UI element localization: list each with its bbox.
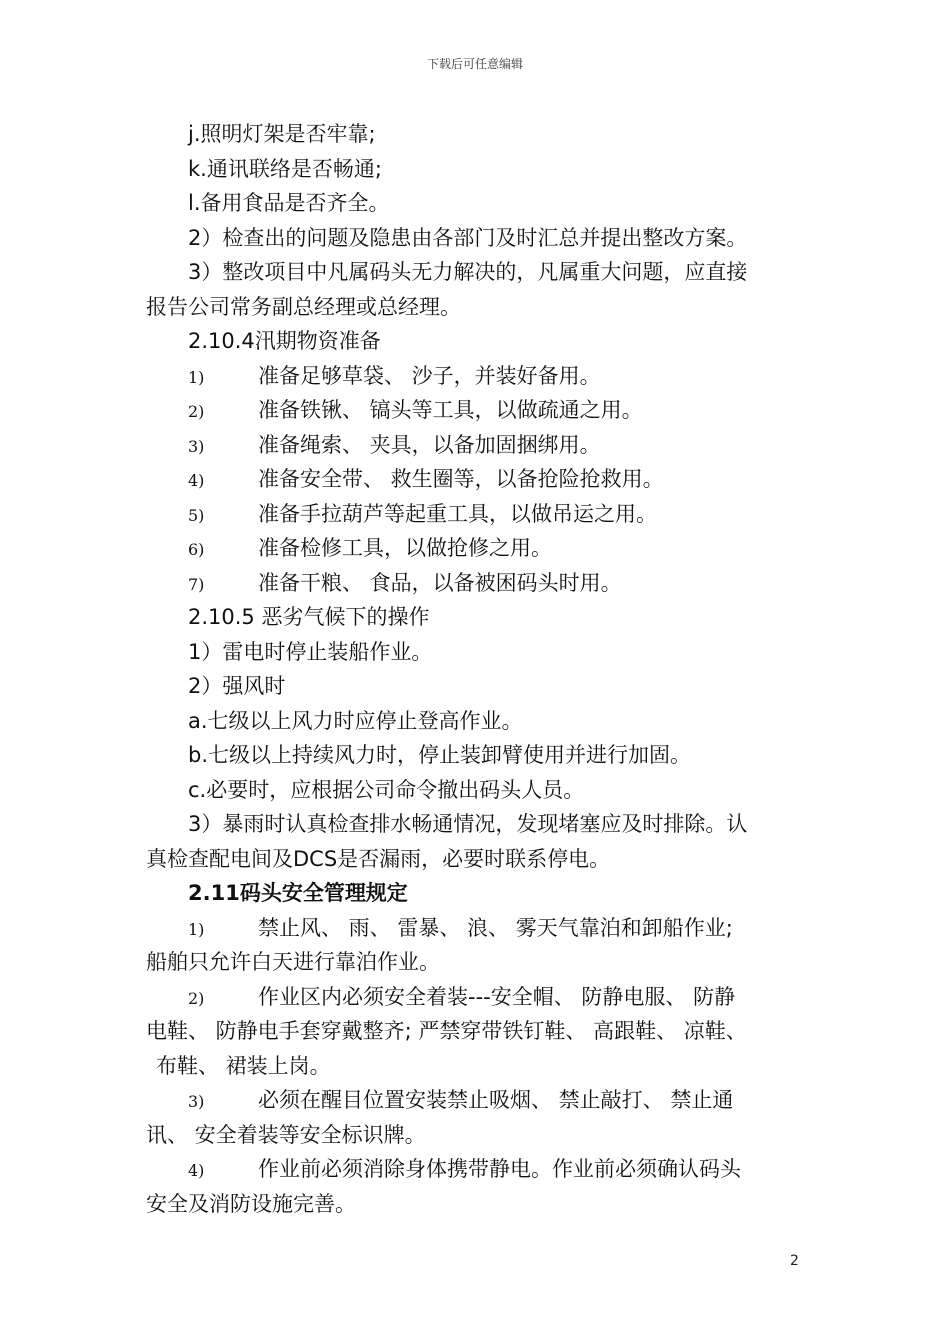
- list-number: 3): [188, 1092, 205, 1111]
- list-item-text: 准备干粮、 食品，以备被困码头时用。: [258, 570, 622, 595]
- list-item: [146, 428, 826, 463]
- paragraph-line: 3）暴雨时认真检查排水畅通情况，发现堵塞应及时排除。认: [188, 812, 748, 836]
- list-item: [146, 497, 826, 532]
- list-item: [146, 393, 826, 428]
- paragraph-line: j.照明灯架是否牢靠;: [188, 122, 376, 146]
- paragraph-line: 船舶只允许白天进行靠泊作业。: [146, 950, 440, 974]
- list-item-text: 准备检修工具，以做抢修之用。: [258, 536, 552, 560]
- paragraph-line: l.备用食品是否齐全。: [188, 191, 390, 215]
- list-item-text: 作业前必须消除身体携带静电。作业前必须确认码头: [258, 1157, 741, 1181]
- paragraph-line: c.必要时，应根据公司命令撤出码头人员。: [188, 777, 585, 802]
- paragraph-line: 真检查配电间及DCS是否漏雨，必要时联系停电。: [146, 846, 611, 871]
- list-item-text: 准备安全带、 救生圈等，以备抢险抢救用。: [258, 467, 664, 491]
- list-number: 4): [188, 471, 205, 490]
- list-number: 3): [188, 436, 205, 456]
- list-number: 2): [188, 988, 205, 1008]
- page-number: 2: [790, 1253, 799, 1269]
- paragraph-line: 2）强风时: [188, 674, 286, 698]
- document-body: [146, 117, 826, 1221]
- paragraph-line: 报告公司常务副总经理或总经理。: [146, 294, 461, 319]
- list-item-text: 准备手拉葫芦等起重工具，以做吊运之用。: [258, 501, 657, 526]
- page-header: 下载后可任意编辑: [426, 57, 523, 71]
- paragraph-line: a.七级以上风力时应停止登高作业。: [188, 708, 523, 733]
- paragraph-line: 讯、 安全着装等安全标识牌。: [146, 1122, 426, 1147]
- paragraph-line: 布鞋、 裙装上岗。: [156, 1053, 331, 1078]
- paragraph-line: b.七级以上持续风力时，停止装卸臂使用并进行加固。: [188, 743, 692, 767]
- list-item-text: 准备绳索、 夹具，以备加固捆绑用。: [258, 432, 601, 457]
- list-number: 6): [188, 540, 205, 559]
- list-number: 4): [188, 1161, 205, 1180]
- list-item: [146, 359, 826, 394]
- list-item-text: 准备铁锹、 镐头等工具，以做疏通之用。: [258, 398, 643, 422]
- section-heading: 2.11码头安全管理规定: [188, 881, 408, 905]
- list-item: [146, 566, 826, 601]
- list-item-text: 禁止风、 雨、 雷暴、 浪、 雾天气靠泊和卸船作业;: [258, 915, 733, 940]
- paragraph-line: 2）检查出的问题及隐患由各部门及时汇总并提出整改方案。: [188, 225, 748, 250]
- list-number: 2): [188, 402, 205, 421]
- paragraph-line: 电鞋、 防静电手套穿戴整齐; 严禁穿带铁钉鞋、 高跟鞋、 凉鞋、: [146, 1019, 747, 1043]
- paragraph-line: k.通讯联络是否畅通;: [188, 156, 382, 181]
- list-number: 7): [188, 574, 205, 594]
- paragraph-line: 安全及消防设施完善。: [146, 1191, 356, 1216]
- list-number: 1): [188, 367, 205, 387]
- section-heading: 2.10.5 恶劣气候下的操作: [188, 605, 430, 629]
- list-item-text: 必须在醒目位置安装禁止吸烟、 禁止敲打、 禁止通: [258, 1088, 734, 1112]
- list-number: 5): [188, 505, 205, 525]
- list-number: 1): [188, 919, 205, 939]
- list-item: [146, 1083, 826, 1118]
- list-item: [146, 531, 826, 566]
- list-item-text: 准备足够草袋、 沙子，并装好备用。: [258, 363, 601, 388]
- list-item: [146, 462, 826, 497]
- section-heading: 2.10.4汛期物资准备: [188, 329, 381, 353]
- list-item: [146, 980, 826, 1015]
- list-item: [146, 911, 826, 946]
- paragraph-line: 1）雷电时停止装船作业。: [188, 639, 433, 664]
- list-item-text: 作业区内必须安全着装---安全帽、 防静电服、 防静: [258, 984, 736, 1009]
- paragraph-line: 3）整改项目中凡属码头无力解决的，凡属重大问题，应直接: [188, 260, 748, 284]
- list-item: [146, 1152, 826, 1187]
